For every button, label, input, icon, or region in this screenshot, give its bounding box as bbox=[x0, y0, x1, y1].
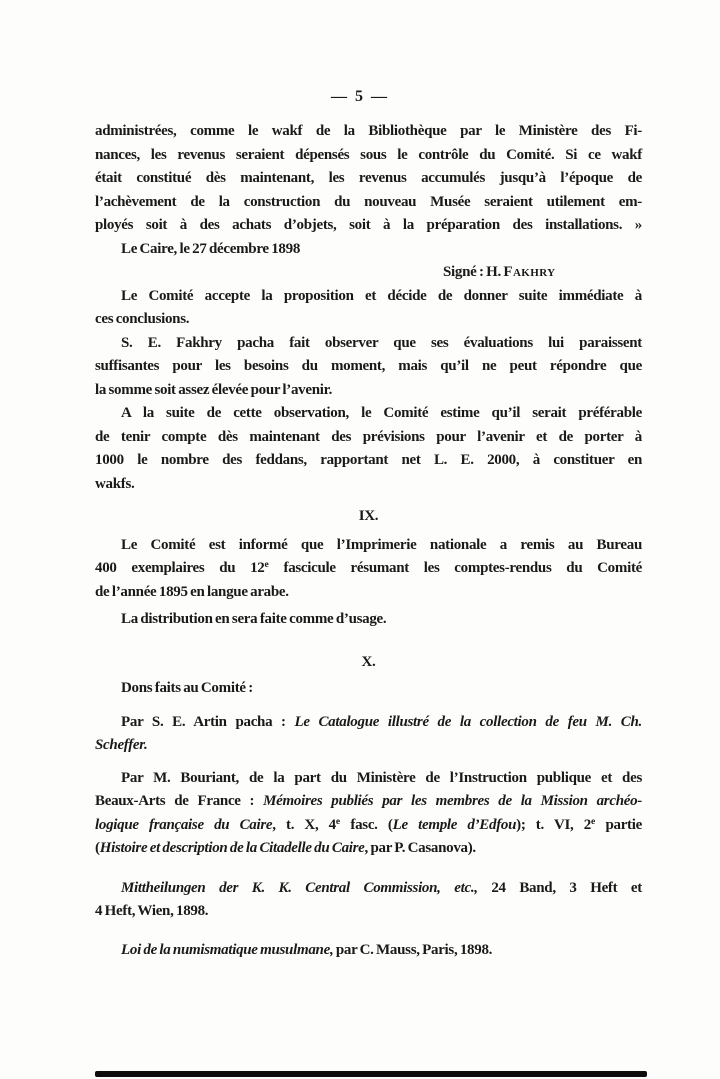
line bbox=[95, 144, 642, 168]
paragraph-printing-report bbox=[95, 534, 642, 605]
text-run: suffisantes pour les besoins du moment, mais qu’il ne peut répondre que bbox=[95, 358, 642, 374]
paragraph-artin-donation bbox=[95, 711, 642, 758]
line bbox=[95, 402, 642, 426]
text-run: , t. X, 4 bbox=[272, 816, 336, 833]
line bbox=[95, 285, 642, 309]
text-run: de tenir compte dès maintenant des prévisions pour l’avenir et de porter à bbox=[95, 428, 642, 445]
text-run: Signé : H. bbox=[443, 264, 504, 280]
book-title-run: Mémoires publiés par les membres de la Mission archéo- bbox=[263, 793, 642, 809]
text-run: nances, les revenus seraient dépensés sous le contrôle du Comité. Si ce wakf bbox=[95, 146, 642, 163]
line bbox=[95, 214, 642, 238]
text-run: A la suite de cette observation, le Comité estime qu’il serait préférable bbox=[121, 405, 642, 421]
text-run: de l’année 1895 en langue arabe. bbox=[95, 583, 289, 600]
text-run: l’achèvement de la construction du nouveau Musée seraient utilement em- bbox=[95, 193, 642, 210]
text-run: Dons faits au Comité : bbox=[121, 680, 253, 696]
paragraph-bouriant-donation bbox=[95, 767, 642, 861]
line bbox=[95, 790, 642, 814]
line bbox=[95, 900, 642, 924]
line bbox=[95, 191, 642, 215]
text-run: S. E. Fakhry pacha fait observer que ses évaluations lui paraissent bbox=[121, 334, 642, 351]
line bbox=[95, 534, 642, 558]
text-run: Le Caire, le 27 décembre 1898 bbox=[121, 240, 301, 257]
paragraph-acceptance bbox=[95, 285, 642, 332]
line bbox=[95, 767, 642, 791]
text-run: , par P. Casanova). bbox=[364, 840, 476, 856]
superscript-e: e bbox=[590, 816, 596, 827]
paragraph-intro bbox=[95, 120, 642, 238]
book-title-run: Le temple d’Edfou bbox=[392, 816, 517, 833]
line bbox=[95, 355, 642, 379]
line bbox=[95, 473, 642, 497]
line bbox=[95, 837, 642, 861]
text-run: Le Comité accepte la proposition et décide de donner suite immédiate à bbox=[121, 287, 642, 304]
line bbox=[95, 814, 642, 838]
scan-edge-artifact bbox=[95, 1071, 647, 1077]
donations-title bbox=[95, 677, 642, 701]
text-run: Par S. E. Artin pacha : bbox=[121, 713, 295, 730]
line bbox=[95, 120, 642, 144]
line bbox=[95, 449, 642, 473]
body-text bbox=[95, 120, 642, 962]
text-run: fasc. ( bbox=[340, 816, 393, 833]
text-run: Beaux-Arts de France : bbox=[95, 793, 264, 809]
text-run: ); t. VI, 2 bbox=[516, 816, 591, 833]
text-run: administrées, comme le wakf de la Bibliothèque par le Ministère des Fi- bbox=[95, 123, 642, 139]
text-run: fascicule résumant les comptes-rendus du Comité bbox=[268, 560, 642, 576]
section-ix-heading: IX. bbox=[358, 508, 379, 524]
text-run: Le Comité est informé que l’Imprimerie nationale a remis au Bureau bbox=[121, 536, 642, 553]
paragraph-mittheilungen bbox=[95, 877, 642, 924]
line bbox=[95, 379, 642, 403]
superscript-e: e bbox=[335, 816, 341, 827]
signature-line bbox=[443, 261, 642, 285]
line-distribution bbox=[95, 608, 642, 632]
text-run: était constitué dès maintenant, les revenus accumulés jusqu’à l’époque de bbox=[95, 170, 642, 186]
line bbox=[95, 426, 642, 450]
line bbox=[95, 167, 642, 191]
text-run: 1000 le nombre des feddans, rapportant net L. E. 2000, à constituer en bbox=[95, 452, 642, 468]
book-title-run: Loi de la numismatique musulmane, bbox=[121, 941, 334, 958]
line bbox=[95, 581, 642, 605]
text-run: 4 Heft, Wien, 1898. bbox=[95, 903, 209, 919]
text-run: ( bbox=[95, 840, 100, 856]
text-run: Par M. Bouriant, de la part du Ministère de l’Instruction publique et des bbox=[121, 769, 642, 786]
section-x-heading: X. bbox=[361, 653, 376, 670]
text-run: 400 exemplaires du 12 bbox=[95, 560, 265, 576]
text-run: par C. Mauss, Paris, 1898. bbox=[333, 941, 493, 958]
text-run: ployés soit à des achats d’objets, soit à la préparation des installations. » bbox=[95, 217, 642, 233]
paragraph-fakhry-remark bbox=[95, 332, 642, 403]
page-number: — 5 — bbox=[331, 88, 389, 105]
book-title-run: logique française du Caire bbox=[95, 816, 273, 833]
line bbox=[95, 939, 642, 963]
paragraph-estimate bbox=[95, 402, 642, 496]
text-run: partie bbox=[595, 816, 642, 833]
date-line bbox=[95, 238, 642, 262]
text-run: wakfs. bbox=[95, 475, 135, 492]
book-title-run: Scheffer. bbox=[95, 737, 148, 753]
line bbox=[95, 711, 642, 735]
book-title-run: Histoire et description de la Citadelle du Caire bbox=[99, 840, 365, 856]
text-run: 24 Band, 3 Heft et bbox=[477, 879, 642, 896]
line bbox=[95, 877, 642, 901]
text-run: ces conclusions. bbox=[95, 311, 190, 327]
paragraph-mauss bbox=[95, 939, 642, 963]
line bbox=[95, 734, 642, 758]
line bbox=[95, 557, 642, 581]
line bbox=[95, 308, 642, 332]
text-run: La distribution en sera faite comme d’usage. bbox=[121, 611, 387, 627]
signature-name: Fakhry bbox=[503, 264, 556, 280]
book-title-run: Le Catalogue illustré de la collection de feu M. Ch. bbox=[294, 713, 642, 730]
book-title-run: Mittheilungen der K. K. Central Commission, etc., bbox=[121, 879, 478, 896]
text-run: la somme soit assez élevée pour l’avenir. bbox=[95, 381, 333, 398]
superscript-e: e bbox=[264, 560, 269, 570]
line bbox=[95, 332, 642, 356]
